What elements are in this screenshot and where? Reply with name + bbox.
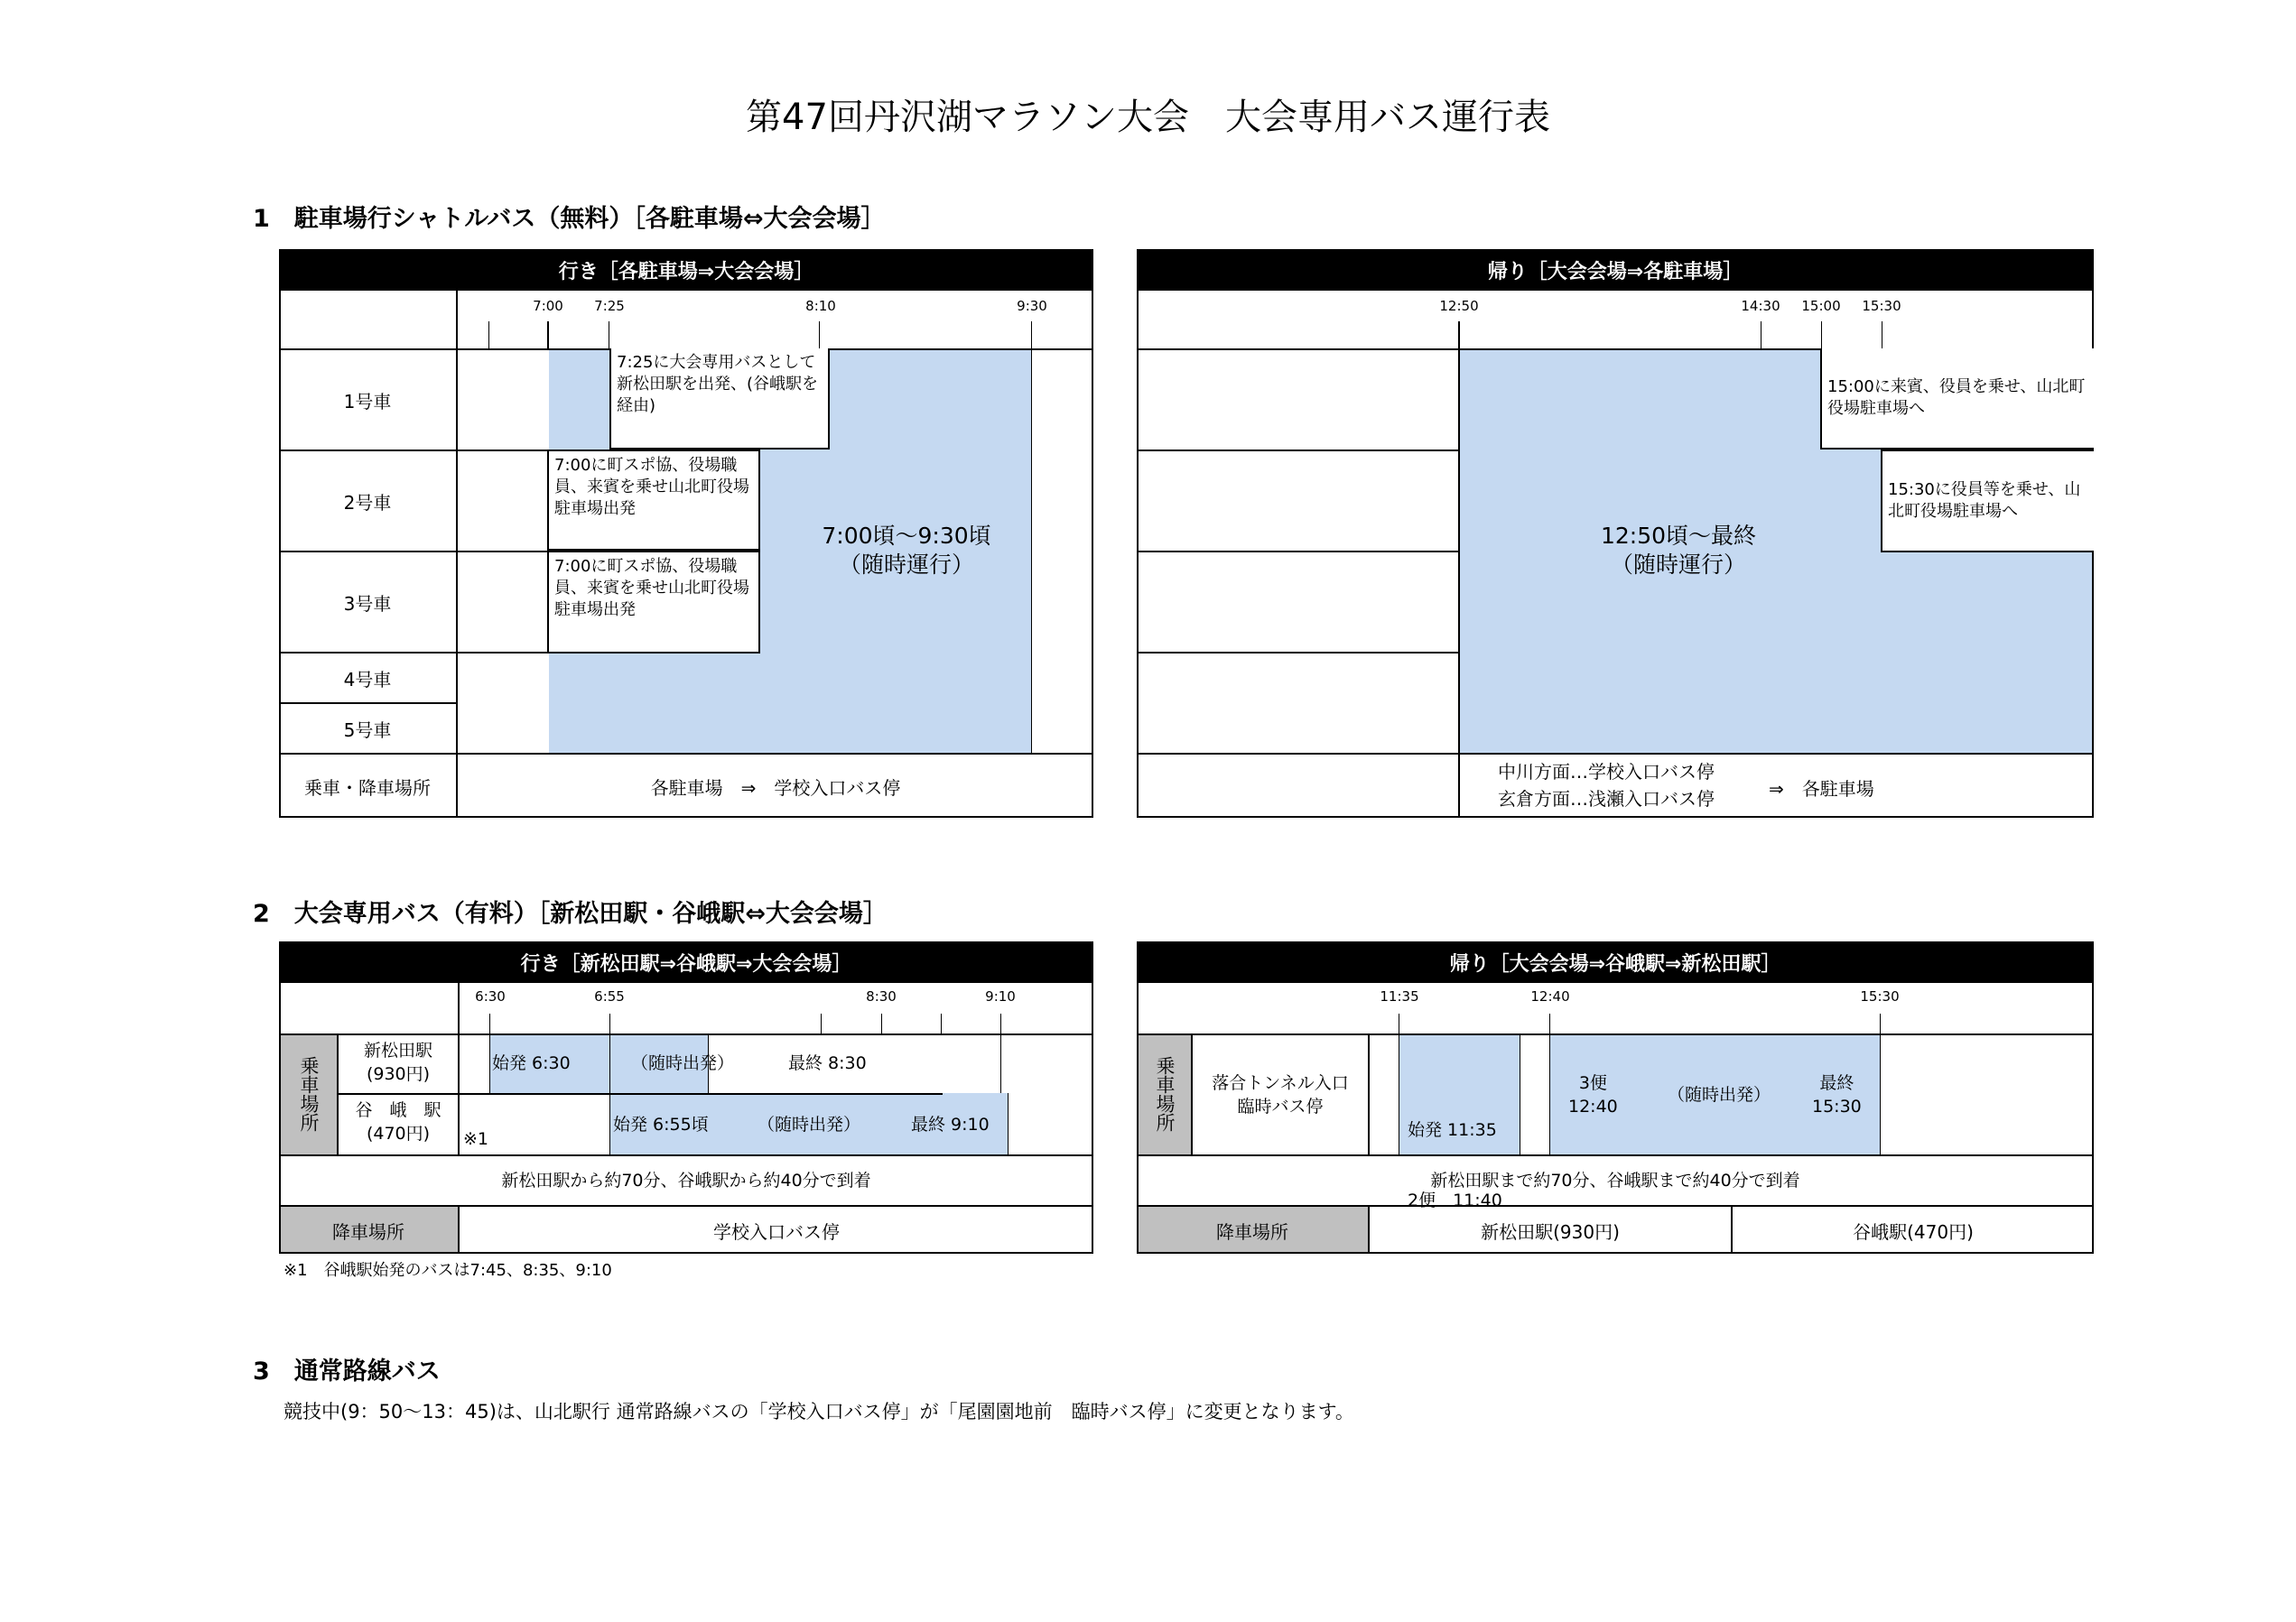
drop-shin-matsuda: 新松田駅(930円): [1481, 1220, 1620, 1243]
special-outbound-table: [279, 941, 1093, 1254]
arrival-note: 新松田駅から約70分、谷峨駅から約40分で到着: [501, 1171, 871, 1191]
return-boarding-stop: 落合トンネル入口 臨時バス停: [1212, 1073, 1349, 1117]
return-note-1: 15:00に来賓、役員を乗せ、山北町役場駐車場へ: [1820, 348, 2094, 450]
last-departure: 最終 15:30: [1812, 1073, 1862, 1117]
tick-label: 8:30: [866, 988, 897, 1005]
bar2-start: 始発 6:55頃: [613, 1115, 709, 1135]
drop-yaga: 谷峨駅(470円): [1853, 1220, 1974, 1243]
tick-label: 15:30: [1860, 988, 1900, 1005]
shuttle-outbound-table: [279, 249, 1093, 818]
bus-row-label: 5号車: [343, 718, 392, 741]
shuttle-return-table: [1137, 249, 2094, 818]
special-outbound-header: 行き［新松田駅⇒谷峨駅⇒大会会場］: [279, 941, 1093, 983]
drop-value: 学校入口バス停: [713, 1220, 840, 1243]
tick-label: 8:10: [805, 298, 836, 314]
tick-label: 12:40: [1530, 988, 1570, 1005]
tick-label: 7:25: [594, 298, 625, 314]
tick-label: 6:55: [594, 988, 625, 1005]
bus-row-label: 2号車: [343, 491, 392, 514]
drop-label: 降車場所: [332, 1220, 404, 1243]
return-stop-destination: ⇒ 各駐車場: [1769, 778, 1874, 800]
special-return-header: 帰り［大会会場⇒谷峨駅⇒新松田駅］: [1137, 941, 2094, 983]
bus2-note: 7:00に町スポ協、役場職員、来賓を乗せ山北町役場駐車場出発: [547, 450, 760, 551]
shuttle-outbound-range-text: 7:00頃～9:30頃 （随時運行）: [822, 523, 991, 578]
drop-label: 降車場所: [1216, 1220, 1288, 1243]
footnote: ※1 谷峨駅始発のバスは7:45、8:35、9:10: [284, 1261, 612, 1280]
tick-label: 15:30: [1862, 298, 1901, 314]
station-yaga: 谷 峨 駅 (470円): [355, 1100, 442, 1144]
tick-label: 7:00: [533, 298, 563, 314]
early-departures: 始発 11:35 2便 11:40: [1408, 1120, 1502, 1210]
bus-row-label: 3号車: [343, 592, 392, 615]
tick-label: 11:35: [1380, 988, 1419, 1005]
bar1-start: 始発 6:30: [492, 1053, 571, 1073]
bus-row-label: 4号車: [343, 668, 392, 691]
bus3-note: 7:00に町スポ協、役場職員、来賓を乗せ山北町役場駐車場出発: [547, 551, 760, 653]
tick-label: 6:30: [475, 988, 506, 1005]
bar1-end: 最終 8:30: [788, 1053, 867, 1073]
section-2-heading: 2 大会専用バス（有料）［新松田駅・谷峨駅⇔大会会場］: [253, 900, 888, 928]
bus1-note: 7:25に大会専用バスとして新松田駅を出発、(谷峨駅を経由): [609, 348, 830, 450]
station-shin-matsuda: 新松田駅 (930円): [363, 1041, 432, 1084]
page-title: 第47回丹沢湖マラソン大会 大会専用バス運行表: [746, 97, 1550, 138]
bar2-mid: （随時出発）: [758, 1115, 861, 1135]
special-return-table: [1137, 941, 2094, 1254]
stop-label: 乗車・降車場所: [304, 776, 431, 799]
shuttle-return-header: 帰り［大会会場⇒各駐車場］: [1137, 249, 2094, 291]
tick-label: 12:50: [1439, 298, 1479, 314]
tick-label: 15:00: [1801, 298, 1841, 314]
return-note-2: 15:30に役員等を乗せ、山北町役場駐車場へ: [1881, 450, 2094, 552]
shuttle-return-range-text: 12:50頃～最終 （随時運行）: [1600, 523, 1757, 578]
section-3-heading: 3 通常路線バス: [253, 1358, 441, 1386]
shuttle-outbound-header: 行き［各駐車場⇒大会会場］: [279, 249, 1093, 291]
third-departure: 3便 12:40: [1568, 1073, 1618, 1117]
section-1-heading: 1 駐車場行シャトルバス（無料）［各駐車場⇔大会会場］: [253, 205, 886, 233]
bar2-end: 最終 9:10: [911, 1115, 990, 1135]
footnote-mark: ※1: [463, 1129, 489, 1149]
boarding-side-label: 乗車場所: [298, 1056, 320, 1132]
bar1-mid: （随時出発）: [631, 1053, 735, 1073]
tick-label: 14:30: [1741, 298, 1780, 314]
tick-label: 9:30: [1017, 298, 1047, 314]
return-arrival-note: 新松田駅まで約70分、谷峨駅まで約40分で到着: [1430, 1171, 1800, 1191]
boarding-side-label: 乗車場所: [1154, 1056, 1176, 1132]
stop-value: 各駐車場 ⇒ 学校入口バス停: [650, 776, 901, 799]
return-stop-list: 中川方面…学校入口バス停 玄倉方面…浅瀬入口バス停: [1498, 761, 1715, 810]
regular-bus-notice: 競技中(9：50～13：45)は、山北駅行 通常路線バスの「学校入口バス停」が「尾園園地前 臨時バス停」に変更となります。: [284, 1401, 1354, 1423]
tick-label: 9:10: [985, 988, 1016, 1005]
bus-row-label: 1号車: [343, 390, 392, 412]
main-mid: （随時出発）: [1668, 1085, 1771, 1105]
